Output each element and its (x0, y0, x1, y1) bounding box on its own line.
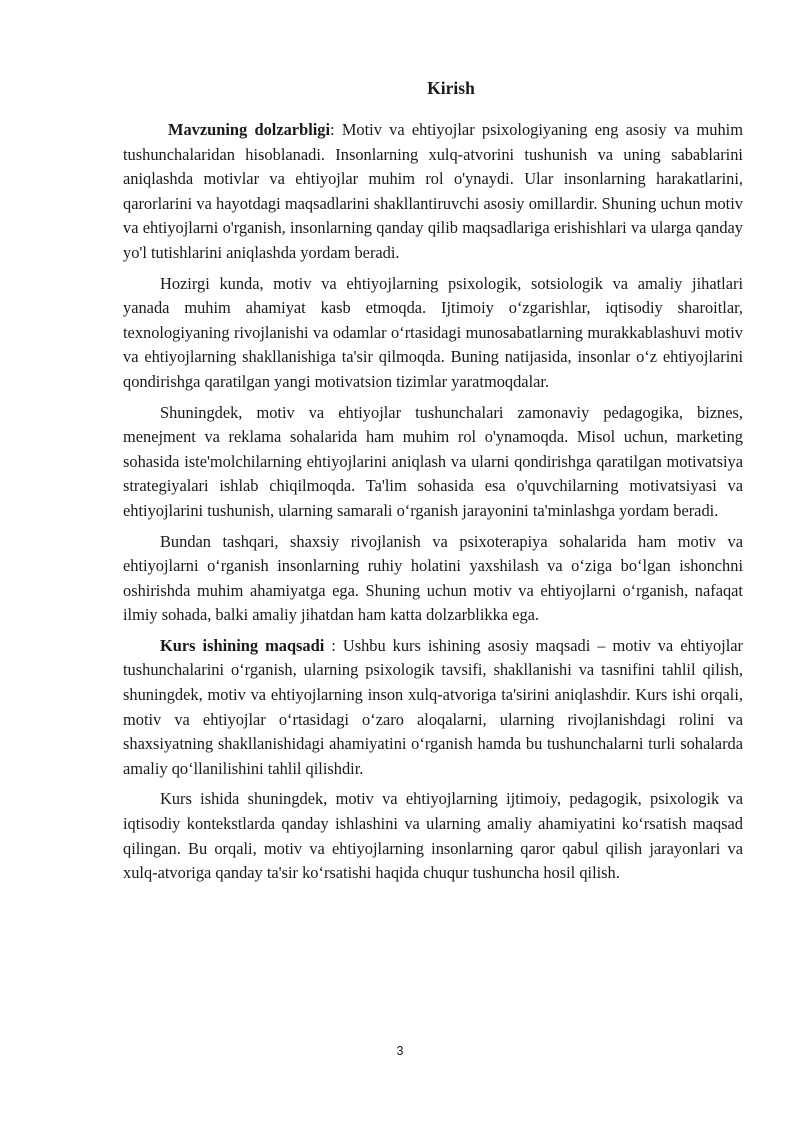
paragraph-text: Shuningdek, motiv va ehtiyojlar tushunchalari zamonaviy pedagogika, biznes, menejment va reklama sohalarida ham muhim rol o'ynamoqda. Misol uchun, marketing sohasida iste'molchilarning ehtiyojlarini aniqlash va ularni qondirishga qaratilgan motivatsiya strategiyalari ishlab chiqilmoqda. Ta'lim sohasida esa o'quvchilarning motivatsiyasi va ehtiyojlarini tushunish, ularning samarali o‘rganish jarayonini ta'minlashga yordam beradi. (123, 402, 743, 520)
page-number: 3 (396, 1044, 404, 1058)
paragraph-applied-fields (123, 401, 743, 524)
paragraph-text: Bundan tashqari, shaxsiy rivojlanish va psixoterapiya sohalarida ham motiv va ehtiyojlarni o‘rganish insonlarning ruhiy holatini yaxshilash va o‘ziga bo‘lgan ishonchni oshirishda muhim ahamiyatga ega. Shuning uchun motiv va ehtiyojlarni o‘rganish, nafaqat ilmiy sohada, balki amaliy jihatdan ham katta dolzarblikka ega. (123, 531, 743, 625)
document-page (123, 76, 743, 892)
section-title: Kirish (427, 78, 475, 98)
paragraph-course-goal (123, 634, 743, 782)
paragraph-personal-development (123, 530, 743, 628)
paragraph-relevance (123, 118, 743, 266)
paragraph-text: Hozirgi kunda, motiv va ehtiyojlarning psixologik, sotsiologik va amaliy jihatlari yanada muhim ahamiyat kasb etmoqda. Ijtimoiy o‘zgarishlar, iqtisodiy sharoitlar, texnologiyaning rivojlanishi va odamlar o‘rtasidagi munosabatlarning murakkablashuvi motiv va ehtiyojlarning shakllanishiga ta'sir qilmoqda. Buning natijasida, insonlar o‘z ehtiyojlarini qondirishga qaratilgan yangi motivatsion tizimlar yaratmoqdalar. (123, 273, 743, 391)
paragraph-text: : Ushbu kurs ishining asosiy maqsadi – motiv va ehtiyojlar tushunchalarini o‘rganish, ularning psixologik tavsifi, shakllanishi va tasnifini tahlil qilish, shuningdek, motiv va ehtiyojlarning inson xulq-atvoriga ta'sirini aniqlashdir. Kurs ishi orqali, motiv va ehtiyojlar o‘rtasidagi o‘zaro aloqalarni, ularning rivojlanishdagi rolini va shaxsiyatning shakllanishidagi ahamiyatini o‘rganish hamda bu tushunchalarni turli sohalarda amaliy qo‘llanilishini tahlil qilishdir. (123, 635, 743, 778)
paragraph-current-importance (123, 272, 743, 395)
paragraph-text: : Motiv va ehtiyojlar psixologiyaning eng asosiy va muhim tushunchalaridan hisoblanadi. Insonlarning xulq-atvorini tushunish va uning sabablarini aniqlashda motivlar va ehtiyojlar muhim rol o'ynaydi. Ular insonlarning harakatlarini, qarorlarini va hayotdagi maqsadlarini shakllantiruvchi asosiy omillardir. Shuning uchun motiv va ehtiyojlarni o'rganish, insonlarning qanday qilib maqsadlariga erishishlari va ularga qanday yo'l tutishlarini aniqlashda yordam beradi. (123, 120, 743, 262)
paragraph-lead-relevance: Mavzuning dolzarbligi (168, 120, 331, 139)
paragraph-course-aims (123, 787, 743, 885)
paragraph-lead-goal: Kurs ishining maqsadi (160, 635, 325, 655)
paragraph-text: Kurs ishida shuningdek, motiv va ehtiyojlarning ijtimoiy, pedagogik, psixologik va iqtisodiy kontekstlarda qanday ishlashini va ularning amaliy ahamiyatini ko‘rsatish maqsad qilingan. Bu orqali, motiv va ehtiyojlarning insonlarning qaror qabul qilish jarayonlari va xulq-atvoriga qanday ta'sir ko‘rsatishi haqida chuqur tushuncha hosil qilish. (123, 789, 743, 883)
